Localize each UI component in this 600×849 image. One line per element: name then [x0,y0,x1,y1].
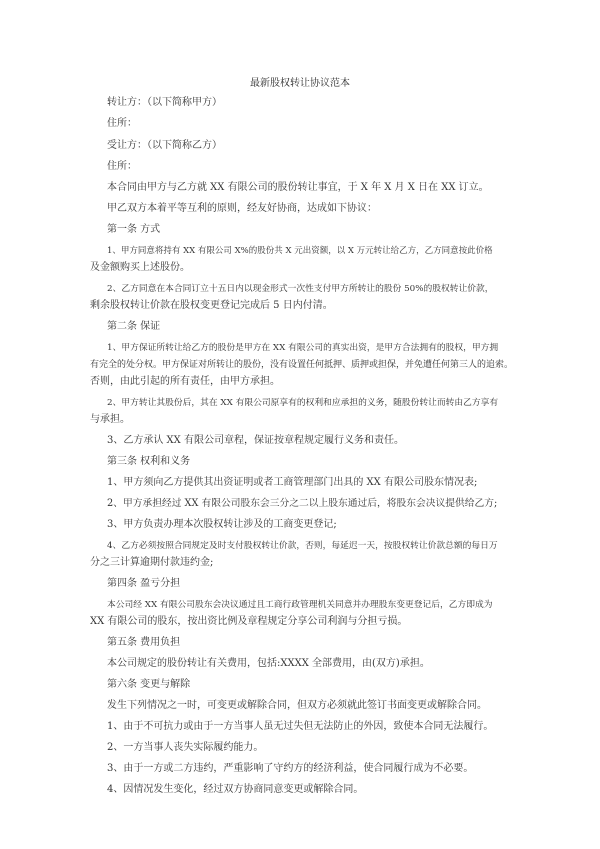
document-title: 最新股权转让协议范本 [250,78,350,89]
article-1-clause-2-line-2: 剩余股权转让价款在股权变更登记完成后 5 日内付清。 [90,300,333,311]
article-2-clause-1-line-3: 否则，由此引起的所有责任，由甲方承担。 [90,376,280,387]
article-2-heading: 第二条 保证 [107,321,161,332]
intro-paragraph-1: 本合同由甲方与乙方就 XX 有限公司的股份转让事宜，于 X 年 X 月 X 日在 XX 订立。 [107,182,489,193]
article-2-clause-1-line-2: 有完全的处分权。甲方保证对所转让的股份，没有设置任何抵押、质押或担保，并免遭任何第三人的追索。 [90,360,514,370]
article-3-clause-4-line-2: 分之三计算逾期付款违约金; [90,557,214,568]
article-3-clause-4-line-1: 4、乙方必须按照合同规定及时支付股权转让价款，否则，每延迟一天，按股权转让价款总额的每日万 [107,541,498,551]
article-1-clause-1-line-1: 1、甲方同意将持有 XX 有限公司 X%的股份共 X 元出资额，以 X 万元转让给乙方，乙方同意按此价格 [107,246,493,256]
article-4-paragraph-line-1: 本公司经 XX 有限公司股东会决议通过且工商行政管理机关同意并办理股东变更登记后，乙方即成为 [107,600,493,610]
article-6-intro: 发生下列情况之一时，可变更或解除合同，但双方必须就此签订书面变更或解除合同。 [107,700,487,711]
article-4-heading: 第四条 盈亏分担 [107,578,181,589]
article-1-heading: 第一条 方式 [107,224,161,235]
article-1-clause-2-line-1: 2、乙方同意在本合同订立十五日内以现金形式一次性支付甲方所转让的股份 50%的股权转让价款， [107,284,494,294]
transferor-line: 转让方：（以下简称甲方） [107,97,222,108]
transferor-address: 住所： [107,118,137,129]
article-1-clause-1-line-2: 及金额购买上述股份。 [90,262,190,273]
article-2-clause-3: 3、乙方承认 XX 有限公司章程，保证按章程规定履行义务和责任。 [107,435,404,446]
article-2-clause-2-line-2: 与承担。 [90,414,130,425]
article-3-clause-1: 1、甲方须向乙方提供其出资证明或者工商管理部门出具的 XX 有限公司股东情况表; [107,477,478,488]
article-6-heading: 第六条 变更与解除 [107,679,191,690]
article-2-clause-2-line-1: 2、甲方转让其股份后，其在 XX 有限公司原享有的权利和应承担的义务，随股份转让而转由乙方享有 [107,398,499,408]
article-4-paragraph-line-2: XX 有限公司的股东，按出资比例及章程规定分享公司利润与分担亏损。 [90,616,408,627]
article-2-clause-1-line-1: 1、甲方保证所转让给乙方的股份是甲方在 XX 有限公司的真实出资，是甲方合法拥有的股权，甲方拥 [107,343,499,353]
article-6-clause-1: 1、由于不可抗力或由于一方当事人虽无过失但无法防止的外因，致使本合同无法履行。 [107,721,494,732]
article-6-clause-2: 2、一方当事人丧失实际履约能力。 [107,742,264,753]
article-5-heading: 第五条 费用负担 [107,637,181,648]
article-6-clause-3: 3、由于一方或二方违约，严重影响了守约方的经济利益，使合同履行成为不必要。 [107,763,474,774]
article-3-clause-2: 2、甲方承担经过 XX 有限公司股东会三分之二以上股东通过后，将股东会决议提供给乙方; [107,498,498,509]
article-3-heading: 第三条 权利和义务 [107,456,191,467]
intro-paragraph-2: 甲乙双方本着平等互利的原则，经友好协商，达成如下协议： [107,203,377,214]
article-3-clause-3: 3、甲方负责办理本次股权转让涉及的工商变更登记; [107,519,337,530]
transferee-line: 受让方：（以下简称乙方） [107,140,222,151]
article-5-paragraph: 本公司规定的股份转让有关费用，包括:XXXX 全部费用，由(双方)承担。 [107,658,430,669]
transferee-address: 住所： [107,161,137,172]
article-6-clause-4: 4、因情况发生变化，经过双方协商同意变更或解除合同。 [107,784,364,795]
